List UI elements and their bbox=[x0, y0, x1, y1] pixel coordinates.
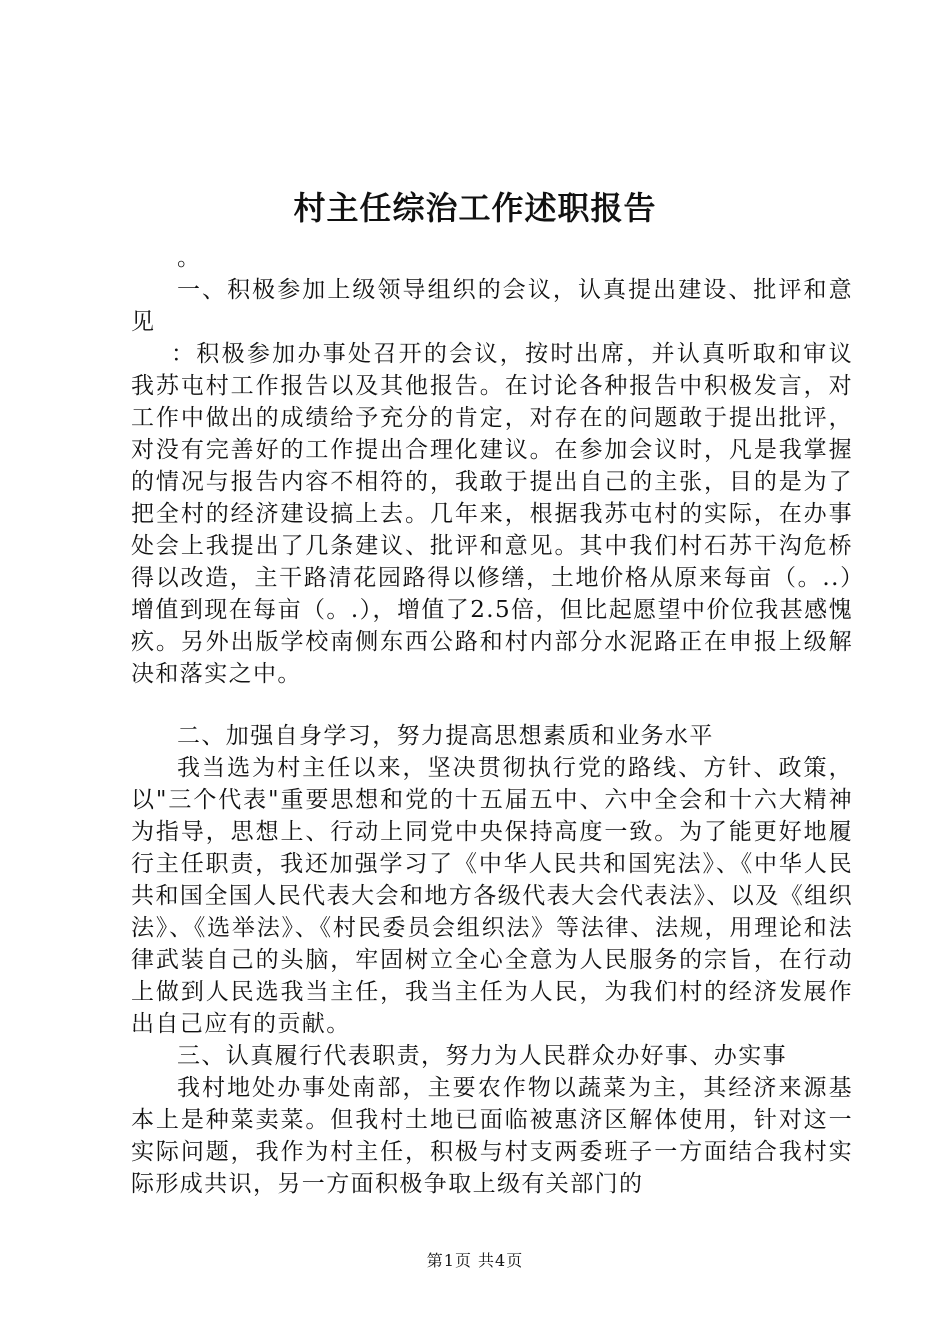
page-footer: 第1页 共4页 bbox=[426, 1251, 524, 1270]
document-body bbox=[131, 242, 853, 1200]
section-1-heading: 一、积极参加上级领导组织的会议，认真提出建设、批评和意见 bbox=[131, 277, 853, 335]
section-3-paragraph: 我村地处办事处南部，主要农作物以蔬菜为主，其经济来源基本上是种菜卖菜。但我村土地已面临被惠济区解体使用，针对这一实际问题，我作为村主任，积极与村支两委班子一方面结合我村实际形成共识，另一方面积极争取上级有关部门的 bbox=[131, 1075, 853, 1197]
section-1-paragraph: ：积极参加办事处召开的会议，按时出席，并认真听取和审议我苏屯村工作报告以及其他报告。在讨论各种报告中积极发言，对工作中做出的成绩给予充分的肯定，对存在的问题敢于提出批评，对没有完善好的工作提出合理化建议。在参加会议时，凡是我掌握的情况与报告内容不相符的，我敢于提出自己的主张，目的是为了把全村的经济建设搞上去。几年来，根据我苏屯村的实际，在办事处会上我提出了几条建议、批评和意见。其中我们村石苏干沟危桥得以改造，主干路清花园路得以修缮，土地价格从原来每亩（。..）增值到现在每亩（。.），增值了2.5倍，但比起愿望中价位我甚感愧疚。另外出版学校南侧东西公路和村内部分水泥路正在申报上级解决和落实之中。 bbox=[131, 341, 853, 687]
document-title: 村主任综治工作述职报告 bbox=[293, 189, 657, 227]
section-3-heading: 三、认真履行代表职责，努力为人民群众办好事、办实事 bbox=[177, 1043, 787, 1069]
section-2-paragraph: 我当选为村主任以来，坚决贯彻执行党的路线、方针、政策，以"三个代表"重要思想和党的十五届五中、六中全会和十六大精神为指导，思想上、行动上同党中央保持高度一致。为了能更好地履行主任职责，我还加强学习了《中华人民共和国宪法》、《中华人民共和国全国人民代表大会和地方各级代表大会代表法》、以及《组织法》、《选举法》、《村民委员会组织法》等法律、法规，用理论和法律武装自己的头脑，牢固树立全心全意为人民服务的宗旨，在行动上做到人民选我当主任，我当主任为人民，为我们村的经济发展作出自己应有的贡献。 bbox=[131, 755, 853, 1037]
section-2-heading: 二、加强自身学习，努力提高思想素质和业务水平 bbox=[177, 723, 714, 749]
paragraph-gap bbox=[131, 690, 853, 720]
lead-mark: 。 bbox=[177, 245, 202, 271]
